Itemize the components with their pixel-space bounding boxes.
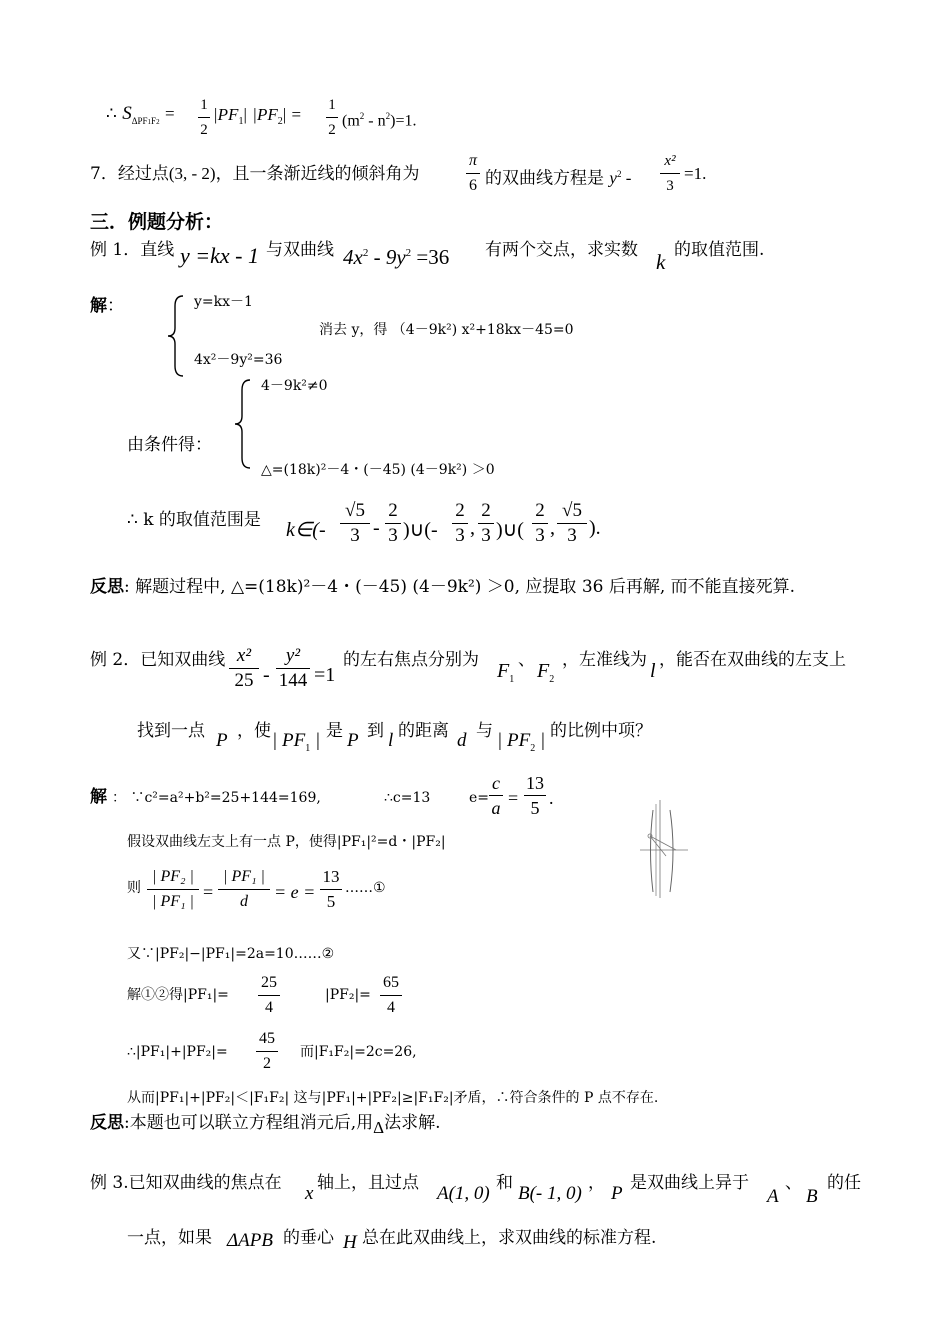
ex2-P-2: P [347, 730, 359, 751]
item-7-y: y [609, 168, 617, 188]
hyperbola-eq-sup2: 2 [405, 247, 412, 259]
ex2-step6-a: ∴|PF₁|+|PF₂|= [127, 1044, 228, 1060]
ex2-text-c: ，能否在双曲线的左支上 [659, 650, 846, 670]
area-result-b: - n [364, 112, 386, 130]
abs-pf2: |PF [252, 105, 278, 124]
fraction-denominator: d [240, 893, 248, 910]
example-2-label: 例 2．已知双曲线 [90, 650, 226, 670]
fraction-2-3-e [532, 500, 548, 547]
section-title: 三．例题分析： [90, 211, 224, 233]
ex3-line2-c: 总在此双曲线上，求双曲线的标准方程. [362, 1228, 657, 1248]
abs-pf2-sub: 2 [277, 116, 283, 127]
fraction-numerator: √5 [345, 500, 365, 521]
fraction-denominator: 3 [455, 525, 465, 546]
fraction-denominator: 3 [350, 525, 360, 546]
ex2-PF2-sub: 2 [530, 743, 536, 754]
ex2-PF2 [497, 730, 545, 752]
fraction-numerator: √5 [562, 500, 582, 521]
fraction-bar [524, 795, 546, 796]
fraction-numerator: 1 [200, 97, 208, 113]
hyperbola-eq-c: =36 [411, 245, 450, 269]
range-k: k∈(- [286, 519, 326, 541]
fraction-bar [385, 523, 401, 524]
condition-line-2: △=(18k)²－4・(－45) (4－9k²) ＞0 [261, 462, 495, 478]
example-1-k: k [656, 250, 666, 274]
ex2-step7: 从而|PF₁|+|PF₂|＜|F₁F₂| 这与|PF₁|+|PF₂|≥|F₁F₂|矛盾，∴符合条件的 P 点不存在. [127, 1090, 659, 1106]
reflection-1 [90, 577, 795, 597]
ex2-P: P [216, 730, 228, 751]
fraction-bar [478, 523, 494, 524]
ex2-step1-a: ： ∵c²=a²+b²=25+144=169, [112, 790, 321, 806]
condition-line-1: 4－9k²≠0 [261, 378, 328, 394]
ex3-dun: 、 [785, 1173, 802, 1193]
example-1-hyperbola-eq [343, 245, 449, 270]
ex2-line2-f: 与 [476, 721, 493, 741]
fraction-numerator: 1 [328, 97, 336, 113]
fraction-13-5-a [524, 772, 546, 819]
ex3-text-4: 是双曲线上异于 [630, 1173, 749, 1193]
therefore-symbol: ∴ [106, 104, 117, 124]
ex2-step1-b: ∴c=13 [384, 790, 431, 806]
fraction-denominator: 3 [535, 525, 545, 546]
ex3-point-A: A(1, 0) [437, 1183, 490, 1204]
fraction-2-3-d [478, 500, 494, 547]
example-1-line-eq: y =kx - 1 [180, 243, 259, 268]
ex2-F2-letter: F [537, 660, 550, 682]
abs-pf1: |PF [213, 105, 239, 124]
area-subscript [132, 116, 160, 126]
fraction-numerator: 2 [455, 500, 465, 521]
ex2-PF1-sub: 1 [305, 743, 311, 754]
area-result-c: )=1. [390, 112, 417, 130]
ex2-step4: 又∵|PF₂|−|PF₁|=2a=10……② [127, 946, 335, 962]
fraction-denominator: 4 [265, 999, 273, 1016]
fraction-numerator: 2 [481, 500, 491, 521]
reflection-text-2b: 法求解. [384, 1113, 441, 1133]
example-3-label: 例 3.已知双曲线的焦点在 [90, 1173, 282, 1193]
fraction-numerator: 25 [261, 974, 277, 991]
ex3-line2-a: 一点，如果 [127, 1228, 212, 1248]
fraction-numerator: π [468, 152, 477, 169]
ex2-PF1-end: | [310, 730, 321, 751]
ex3-text-3: ， [588, 1173, 605, 1193]
fraction-numerator: c [492, 773, 500, 793]
fraction-y2-144 [276, 645, 310, 692]
fraction-2-3-c [452, 500, 468, 547]
range-open [286, 517, 326, 542]
fraction-numerator: | PF₂ | [152, 868, 194, 885]
solution-jie: 解 [90, 296, 107, 316]
ex2-step3-a: 则 [127, 880, 141, 896]
example-1-mid: 与双曲线 [266, 240, 334, 260]
range-comma-2: , [550, 517, 555, 539]
fraction-denominator: 3 [666, 178, 674, 194]
ex2-line2-g: 的比例中项？ [550, 721, 652, 741]
ex2-line2-d: 到 [367, 721, 384, 741]
fraction-bar [198, 117, 210, 118]
ex2-dun: 、 [518, 650, 535, 670]
ex2-step5-b: |PF₂|= [325, 987, 371, 1003]
fraction-numerator: 2 [535, 500, 545, 521]
fraction-bar [466, 173, 480, 174]
area-result-a: (m [342, 112, 360, 130]
ex2-step3-b: = e = [274, 882, 316, 902]
fraction-sqrt5-3-a [340, 500, 370, 547]
fraction-45-2 [256, 1028, 278, 1075]
fraction-denominator: 3 [567, 525, 577, 546]
range-union-1: )∪(- [403, 519, 438, 541]
ex2-PF2-end: | [535, 730, 546, 751]
item-7-text-b: ，且一条渐近线的倾斜角为 [215, 164, 420, 184]
fraction-numerator: 65 [383, 974, 399, 991]
ex2-step2: 假设双曲线左支上有一点 P，使得|PF₁|²=d・|PF₂| [127, 834, 446, 850]
fraction-denominator: 2 [328, 122, 336, 138]
ex2-text-a: 的左右焦点分别为 [343, 650, 479, 670]
fraction-65-4 [380, 972, 402, 1019]
fraction-2-3-b [385, 500, 401, 547]
ex2-step1-c: e= [469, 790, 490, 806]
abs-pf-product [213, 105, 301, 128]
fraction-bar [340, 523, 370, 524]
area-result-sup2: 2 [385, 111, 391, 121]
reflection-delta: Δ [373, 1118, 385, 1137]
hyperbola-eq-a: 4x [343, 245, 363, 269]
range-label: ∴ k 的取值范围是 [127, 510, 261, 530]
range-comma-1: , [470, 517, 475, 539]
fraction-denominator: 2 [263, 1055, 271, 1072]
ex3-B: B [806, 1186, 818, 1207]
item-7-line [90, 164, 420, 184]
fraction-bar [147, 889, 199, 890]
ex2-step5-a: 解①②得|PF₁|= [127, 987, 229, 1003]
fraction-denominator: | PF₁ | [152, 893, 194, 910]
fraction-bar [452, 523, 468, 524]
fraction-denominator: a [491, 798, 501, 818]
area-sub-a: ΔPF [131, 116, 148, 126]
area-result-sup1: 2 [359, 111, 365, 121]
fraction-bar [276, 668, 310, 669]
area-formula-line [106, 104, 175, 127]
fraction-half [198, 94, 210, 141]
left-brace-2 [232, 378, 254, 470]
fraction-denominator: 3 [481, 525, 491, 546]
fraction-denominator: 2 [200, 122, 208, 138]
ex3-P: P [611, 1183, 623, 1204]
range-union-2: )∪( [496, 519, 524, 541]
ex2-F1 [497, 660, 514, 683]
ex2-text-b: ，左准线为 [562, 650, 647, 670]
reflection-text-2a: :本题也可以联立方程组消元后,用 [124, 1113, 374, 1133]
system-line-1: y=kx－1 [194, 294, 253, 310]
fraction-numerator: | PF₁ | [223, 868, 265, 885]
hyperbola-eq-b: - 9y [368, 245, 406, 269]
fraction-half-2 [326, 94, 338, 141]
fraction-denominator: 6 [469, 177, 477, 194]
equals-sign: = [164, 104, 175, 123]
ex2-F1-sub: 1 [509, 674, 515, 685]
fraction-denominator: 3 [388, 525, 398, 546]
abs-pf1-sub: 1 [238, 116, 244, 127]
range-minus: - [373, 517, 380, 539]
area-sub-c: F [151, 116, 157, 126]
ex3-H: H [343, 1232, 357, 1253]
fraction-bar [256, 1051, 278, 1052]
hyperbola-eq-sup1: 2 [362, 247, 369, 259]
area-symbol: S [122, 103, 132, 124]
fraction-bar [660, 173, 680, 174]
ex2-minus: - [263, 664, 270, 686]
ex2-d: d [457, 730, 467, 751]
fraction-denominator: 4 [387, 999, 395, 1016]
fraction-bar [218, 889, 270, 890]
fraction-numerator: x² [664, 153, 676, 169]
ex2-PF2-a: | PF [497, 730, 531, 751]
example-1-tail-2: 的取值范围. [674, 240, 765, 260]
fraction-c-a [489, 772, 503, 819]
fraction-numerator: 2 [388, 500, 398, 521]
area-result [342, 106, 416, 131]
fraction-numerator: 13 [322, 867, 340, 886]
ex3-x: x [305, 1183, 314, 1204]
fraction-x2-25 [229, 645, 259, 692]
area-sub-b: 1 [147, 118, 152, 126]
fraction-sqrt5-3-f [557, 500, 587, 547]
fraction-bar [258, 995, 280, 996]
item-7-text-c: 的双曲线方程是 [485, 168, 604, 189]
fraction-denominator: 144 [278, 670, 308, 691]
fraction-bar [380, 995, 402, 996]
area-sub-d: 2 [156, 118, 160, 126]
ex2-e-dot: . [549, 788, 554, 808]
solution-label-2: 解 [90, 787, 107, 807]
reflection-label-1: 反思 [90, 577, 124, 597]
reflection-text-1: : 解题过程中, △=(18k)²－4・(－45) (4－9k²) ＞0, 应提取 36 后再解, 而不能直接死算. [124, 577, 796, 597]
fraction-numerator: x² [236, 645, 252, 666]
fraction-pf2-pf1 [147, 866, 199, 913]
ex2-e-equals: = [508, 788, 519, 808]
fraction-bar [489, 795, 503, 796]
fraction-numerator: 45 [259, 1030, 275, 1047]
fraction-x2-3 [660, 150, 680, 197]
fraction-25-4 [258, 972, 280, 1019]
item-7-equals-one: =1. [684, 164, 707, 183]
ex2-equals: =1 [314, 664, 336, 686]
condition-label: 由条件得： [127, 435, 212, 455]
fraction-pf1-d [218, 866, 270, 913]
ex3-point-B: B(- 1, 0) [518, 1183, 582, 1204]
ex2-F2-sub: 2 [549, 674, 555, 685]
fraction-denominator: 5 [326, 892, 336, 911]
ex2-F1-letter: F [497, 660, 510, 682]
fraction-bar [326, 117, 338, 118]
ex2-step3-c: ……① [345, 880, 386, 896]
fraction-pi-6 [466, 150, 480, 197]
item-7-point: (3, - 2) [168, 164, 216, 183]
ex2-line2-a: 找到一点 [137, 721, 205, 741]
hyperbola-sketch [636, 796, 692, 900]
ex3-triangle: ΔAPB [227, 1230, 273, 1251]
equals-sign-2: = [291, 105, 302, 124]
solution-colon: ： [107, 296, 124, 316]
ex2-F2 [537, 660, 554, 683]
ex2-line2-b: ，使 [237, 721, 271, 741]
fraction-numerator: y² [285, 645, 301, 666]
ex2-PF1 [272, 730, 320, 752]
ex3-text-1: 轴上，且过点 [317, 1173, 419, 1193]
fraction-denominator: 25 [234, 670, 254, 691]
item-7-y-sup: 2 [616, 169, 622, 179]
reflection-label-2: 反思 [90, 1113, 124, 1133]
fraction-denominator: 5 [530, 798, 540, 818]
fraction-13-5-b [320, 866, 342, 913]
item-7-text-a: 7．经过点 [90, 164, 169, 184]
fraction-numerator: 13 [526, 773, 544, 793]
solution-label-1 [90, 296, 124, 316]
system-line-2: 4x²－9y²=36 [194, 352, 283, 368]
ex3-text-5: 的任 [827, 1173, 861, 1193]
ex2-line2-c: 是 [326, 721, 343, 741]
abs-pf2-end: | [282, 105, 287, 124]
item-7-text-c-wrap [485, 164, 631, 189]
left-brace-1 [165, 294, 187, 378]
ex2-step6-b: 而|F₁F₂|=2c=26, [300, 1044, 417, 1060]
example-1-label: 例 1．直线 [90, 240, 175, 260]
ex3-line2-b: 的垂心 [283, 1228, 334, 1248]
abs-pf1-end: | [243, 105, 247, 124]
elimination-result: 消去 y，得 （4－9k²) x²+18kx－45=0 [319, 322, 574, 338]
ex2-line2-e: 的距离 [398, 721, 449, 741]
fraction-bar [320, 889, 342, 890]
ex2-step3-eq: = [203, 882, 214, 902]
item-7-minus: - [621, 168, 632, 188]
ex3-A: A [767, 1186, 779, 1207]
reflection-2 [90, 1113, 441, 1137]
example-1-tail: 有两个交点，求实数 [485, 240, 638, 260]
range-close: ). [589, 517, 601, 539]
ex3-text-2: 和 [496, 1173, 513, 1193]
ex2-l-2: l [388, 730, 394, 751]
fraction-bar [557, 523, 587, 524]
ex2-PF1-a: | PF [272, 730, 306, 751]
fraction-bar [229, 668, 259, 669]
fraction-bar [532, 523, 548, 524]
ex2-l: l [650, 660, 656, 682]
